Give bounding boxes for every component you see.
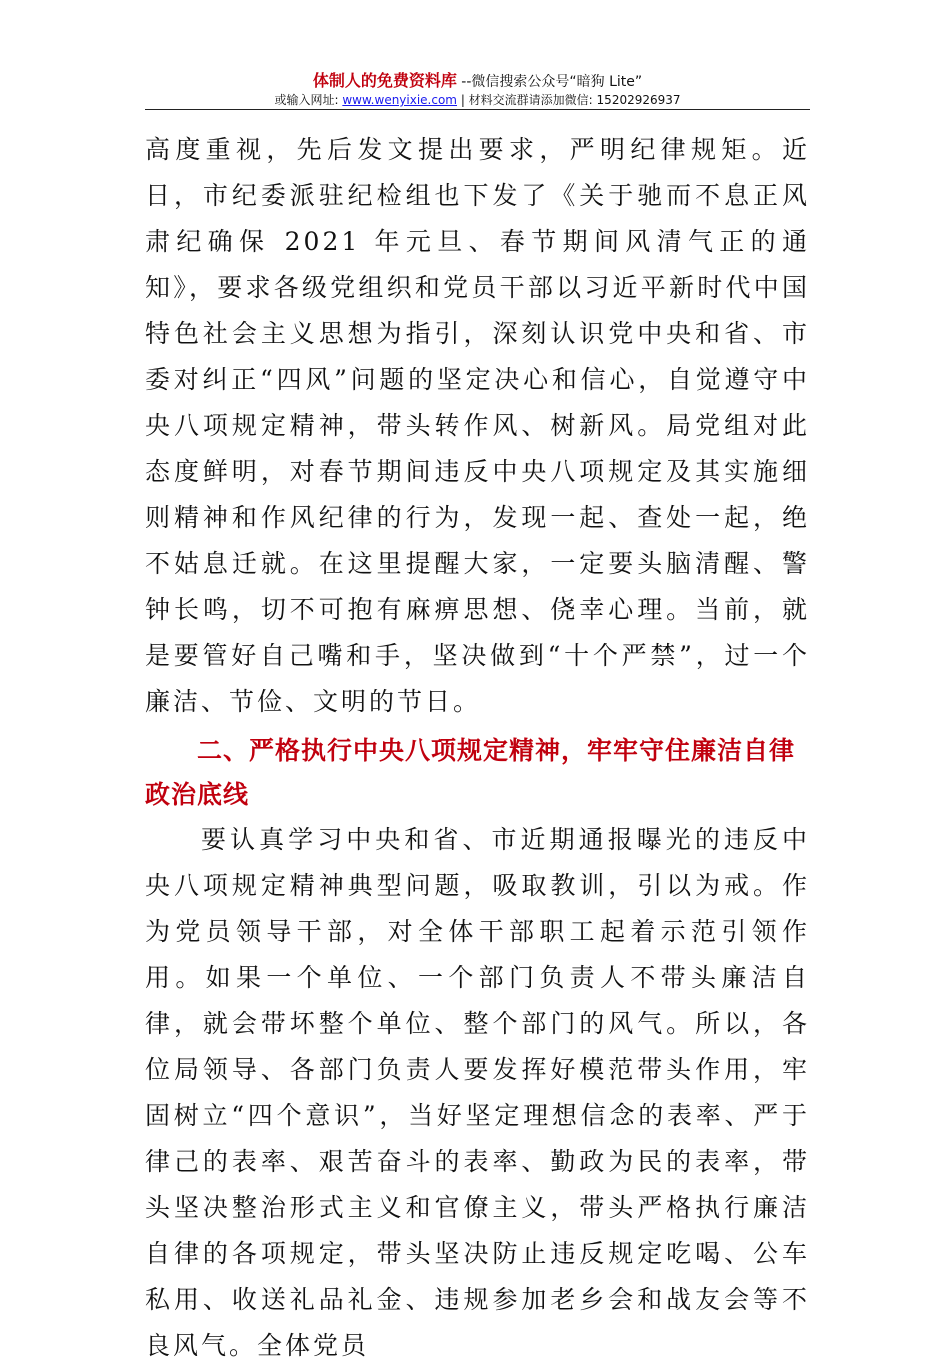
header-line-1	[145, 72, 810, 91]
page-header	[145, 72, 810, 108]
body-paragraph-1: 高度重视，先后发文提出要求，严明纪律规矩。近日，市纪委派驻纪检组也下发了《关于驰而不息正风肃纪确保 2021 年元旦、春节期间风清气正的通知》，要求各级党组织和党员干部以习近平新时代中国特色社会主义思想为指引，深刻认识党中央和省、市委对纠正“四风”问题的坚定决心和信心，自觉遵守中央八项规定精神，带头转作风、树新风。局党组对此态度鲜明，对春节期间违反中央八项规定及其实施细则精神和作风纪律的行为，发现一起、查处一起，绝不姑息迁就。在这里提醒大家，一定要头脑清醒、警钟长鸣，切不可抱有麻痹思想、侥幸心理。当前，就是要管好自己嘴和手，坚决做到“十个严禁”，过一个廉洁、节俭、文明的节日。	[145, 135, 810, 716]
header-contact: | 材料交流群请添加微信: 15202926937	[460, 93, 681, 107]
header-url-link[interactable]: www.wenyixie.com	[342, 93, 457, 107]
header-title: 体制人的免费资料库	[312, 71, 457, 90]
section-heading-2: 二、严格执行中央八项规定精神，牢牢守住廉洁自律政治底线	[145, 736, 796, 809]
header-subtitle: --微信搜索公众号“暗狗 Lite”	[461, 74, 643, 90]
header-line-2	[145, 92, 810, 108]
header-divider	[145, 109, 810, 110]
header-url-prefix: 或输入网址:	[274, 93, 339, 107]
body-paragraph-2: 要认真学习中央和省、市近期通报曝光的违反中央八项规定精神典型问题，吸取教训，引以为戒。作为党员领导干部，对全体干部职工起着示范引领作用。如果一个单位、一个部门负责人不带头廉洁自律，就会带坏整个单位、整个部门的风气。所以，各位局领导、各部门负责人要发挥好模范带头作用，牢固树立“四个意识”，当好坚定理想信念的表率、严于律己的表率、艰苦奋斗的表率、勤政为民的表率，带头坚决整治形式主义和官僚主义，带头严格执行廉洁自律的各项规定，带头坚决防止违反规定吃喝、公车私用、收送礼品礼金、违规参加老乡会和战友会等不良风气。全体党员	[145, 825, 810, 1360]
document-body	[145, 127, 810, 1369]
